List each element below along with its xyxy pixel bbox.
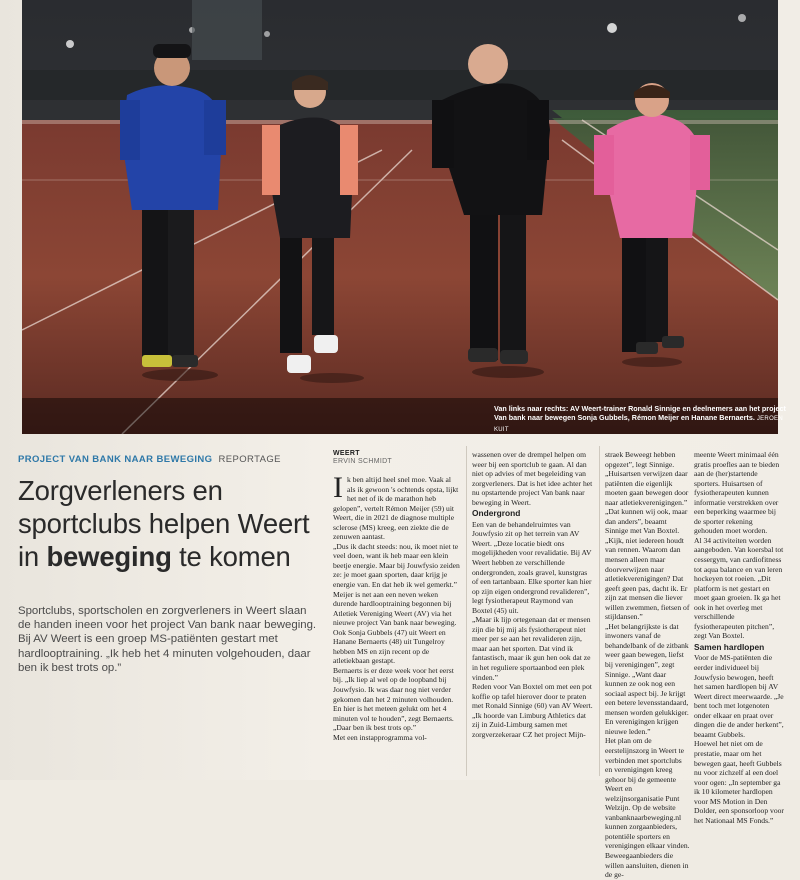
- paragraph: Ik ben altijd heel snel moe. Vaak al als ik gewoon 's ochtends opsta, lijkt het net of ik de marathon heb gelopen”, vertelt Rémon Meijer (59) uit Weert, die in 2021 de diagnose multiple sclerose (MS) kreeg, een ziekte die de zenuwen aantast.: [333, 471, 459, 542]
- kicker-section: PROJECT VAN BANK NAAR BEWEGING: [18, 454, 213, 465]
- byline-place: WEERT: [333, 450, 360, 457]
- paragraph: Het plan om de eerstelijnszorg in Weert te verbinden met sportclubs en verenigingen kreeg gehoor bij de gemeente Weert en welzijnsorganisatie Punt Welzijn. Op de website vanbanknaarbeweging.nl kunnen zorgaanbieders, potentiële sporters en verenigingen elkaar vinden. Beweegaanbieders die willen aansluiten, dienen in de ge-: [605, 736, 690, 880]
- article-column-3: [605, 450, 690, 880]
- kicker-type: REPORTAGE: [218, 454, 281, 465]
- paragraph: „Dus ik dacht steeds: nou, ik moet niet te veel doen, want ik heb maar een klein beetje energie. Maar bij Jouwfysio zeiden ze: je moet gaan sporten, daar krijg je energie van. En dat heb ik wel gemerkt.”: [333, 541, 460, 590]
- paragraph: „Het belangrijkste is dat inwoners vanaf de behandelbank of de zitbank weer gaan bewegen, liefst bij verenigingen”, zegt Sinnige. „Want daar kunnen ze ook nog een sociaal aspect bij. Je krijgt een betere levensstandaard, mensen worden gelukkiger. En verenigingen krijgen nieuwe leden.”: [605, 621, 689, 736]
- paragraph: Met een instapprogramma vol-: [333, 732, 427, 742]
- paragraph: wassenen over de drempel helpen om weer bij een sportclub te gaan. Al dan niet op advies of met begeleiding van zorgverleners. Dat is het idee achter het nu opstartende project Van bank naar beweging in Weert.: [472, 450, 593, 507]
- intro-paragraph: Sportclubs, sportscholen en zorgverleners in Weert slaan de handen ineen voor het project Van bank naar beweging. Bij AV Weert is een groep MS-patiënten gestart met hardlooptraining. „Ik heb het 4 minuten volgehouden, daar ben ik best trots op.”: [18, 605, 317, 674]
- article-photo: [22, 0, 786, 434]
- byline-author: ERVIN SCHMIDT: [333, 458, 392, 465]
- column-divider: [599, 446, 600, 776]
- headline: [18, 474, 323, 573]
- headline-part2: te komen: [171, 541, 291, 572]
- paragraph: Hoewel het niet om de prestatie, maar om het bewegen gaat, heeft Gubbels nu voor zichzelf al een doel voor ogen: „In september ga ik 10 kilometer hardlopen voor MS Motion in Den Dolder, een sponsorloop voor het Nationaal MS Fonds.”: [694, 739, 784, 825]
- byline: [333, 450, 392, 466]
- subheading-samen-hardlopen: Samen hardlopen: [694, 641, 765, 652]
- paragraph: Bernaerts is er deze week voor het eerst bij. „Ik liep al wel op de loopband bij Jouwfysio. Ik was daar nog niet verder gekomen dan het 2 minuten volhouden. En hier is het meteen gelukt om het 4 minuten vol te houden”, zegt Bernaerts. „Daar ben ik best trots op.”: [333, 665, 454, 733]
- headline-part1: Zorgverleners en sportclubs helpen Weert in: [18, 475, 310, 572]
- column-divider: [466, 446, 467, 776]
- runners-on-track-image: [22, 0, 778, 434]
- paragraph: straek Beweegt hebben opgezet”, legt Sinnige. „Huisartsen verwijzen daar patiënten die eigenlijk moeten gaan bewegen door naar atletiekverenigingen.”: [605, 450, 689, 507]
- dropcap: I: [333, 471, 343, 504]
- paragraph: Reden voor Van Boxtel om met een pot koffie op tafel hierover door te praten met Ronald Sinnige (60) van AV Weert. „Ik hoorde van Limburg Athletics dat zij in Zuid-Limburg samen met zorgverzekeraar CZ het project Mijn-: [472, 682, 593, 739]
- subheading-ondergrond: Ondergrond: [472, 508, 521, 519]
- paragraph: „Dat kunnen wij ook, maar dan anders”, beaamt Sinnige met Van Boxtel. „Kijk, niet iedereen houdt van rennen. Waarom dan mensen alleen maar doorverwijzen naar atletiekverenigingen? Dat geeft geen pas, dacht ik. Er zijn zat mensen die liever willen zwemmen, fietsen of stijldansen.”: [605, 507, 690, 622]
- article-column-4: [694, 450, 784, 825]
- article-column-2: [472, 450, 595, 739]
- photo-caption: [494, 404, 794, 435]
- paragraph: Al 34 activiteiten worden aangeboden. Van koersbal tot cessergym, van cardiofitness tot aqua balance en van leren hockeyen tot roeien. „Dit platform is net gestart en moet gaan groeien. Ik ga het ook in het overleg met verschillende fysiotherapeuten pitchen”, zegt Van Boxtel.: [694, 535, 784, 641]
- kicker: [18, 454, 281, 465]
- paragraph: meente Weert minimaal één gratis proefles aan te bieden aan de (her)startende sporters. Huisartsen of fysiotherapeuten kunnen informatie verstrekken over een beperking waarmee bij de sporter rekening gehouden moet worden.: [694, 450, 780, 536]
- article-column-1: [333, 471, 461, 742]
- headline-highlight: beweging: [46, 541, 172, 572]
- caption-text: Van links naar rechts: AV Weert-trainer Ronald Sinnige en deelnemers aan het project Van bank naar bewegen Sonja Gubbels, Rémon Meijer en Hanane Bernaerts.: [494, 404, 786, 422]
- photo-credit: JEROEN KUIT: [494, 416, 783, 433]
- paragraph: Meijer is net aan een neven weken durende hardlooptraining begonnen bij Atletiek Vereniging Weert (AV) via het nieuwe project Van bank naar beweging. Ook Sonja Gubbels (47) uit Weert en Hanane Bernaerts (48) uit Tungelroy hebben MS en zijn recent op de atletiekbaan gestapt.: [333, 589, 457, 666]
- paragraph: Voor de MS-patiënten die eerder individueel bij Jouwfysio bewogen, heeft het samen hardlopen bij AV Weert direct meerwaarde. „Je bent toch met lotgenoten onder elkaar en praat over dingen die de ander herkent”, beaamt Gubbels.: [694, 653, 784, 739]
- paragraph: „Maar ik lijp ortegenaan dat er mensen zijn die bij mij als fysiotherapeut niet meer per se aan het revalideren zijn, maar aan het sporten. Dat vind ik fantastisch, maar ik gun hen ook dat ze in het reguliere sportaanbod een plek vinden.”: [472, 615, 591, 682]
- paragraph: Een van de behandelruimtes van Jouwfysio zit op het terrein van AV Weert. „Deze locatie biedt ons mogelijkheden voor revalidatie. Bij AV Weert hebben ze verschillende ondergronden, zoals gravel, kunstgras of een tartanbaan. Elke sporter kan hier op zijn eigen ondergrond revalideren”, legt fysiotherapeut Raymond van Boxtel (45) uit.: [472, 519, 592, 615]
